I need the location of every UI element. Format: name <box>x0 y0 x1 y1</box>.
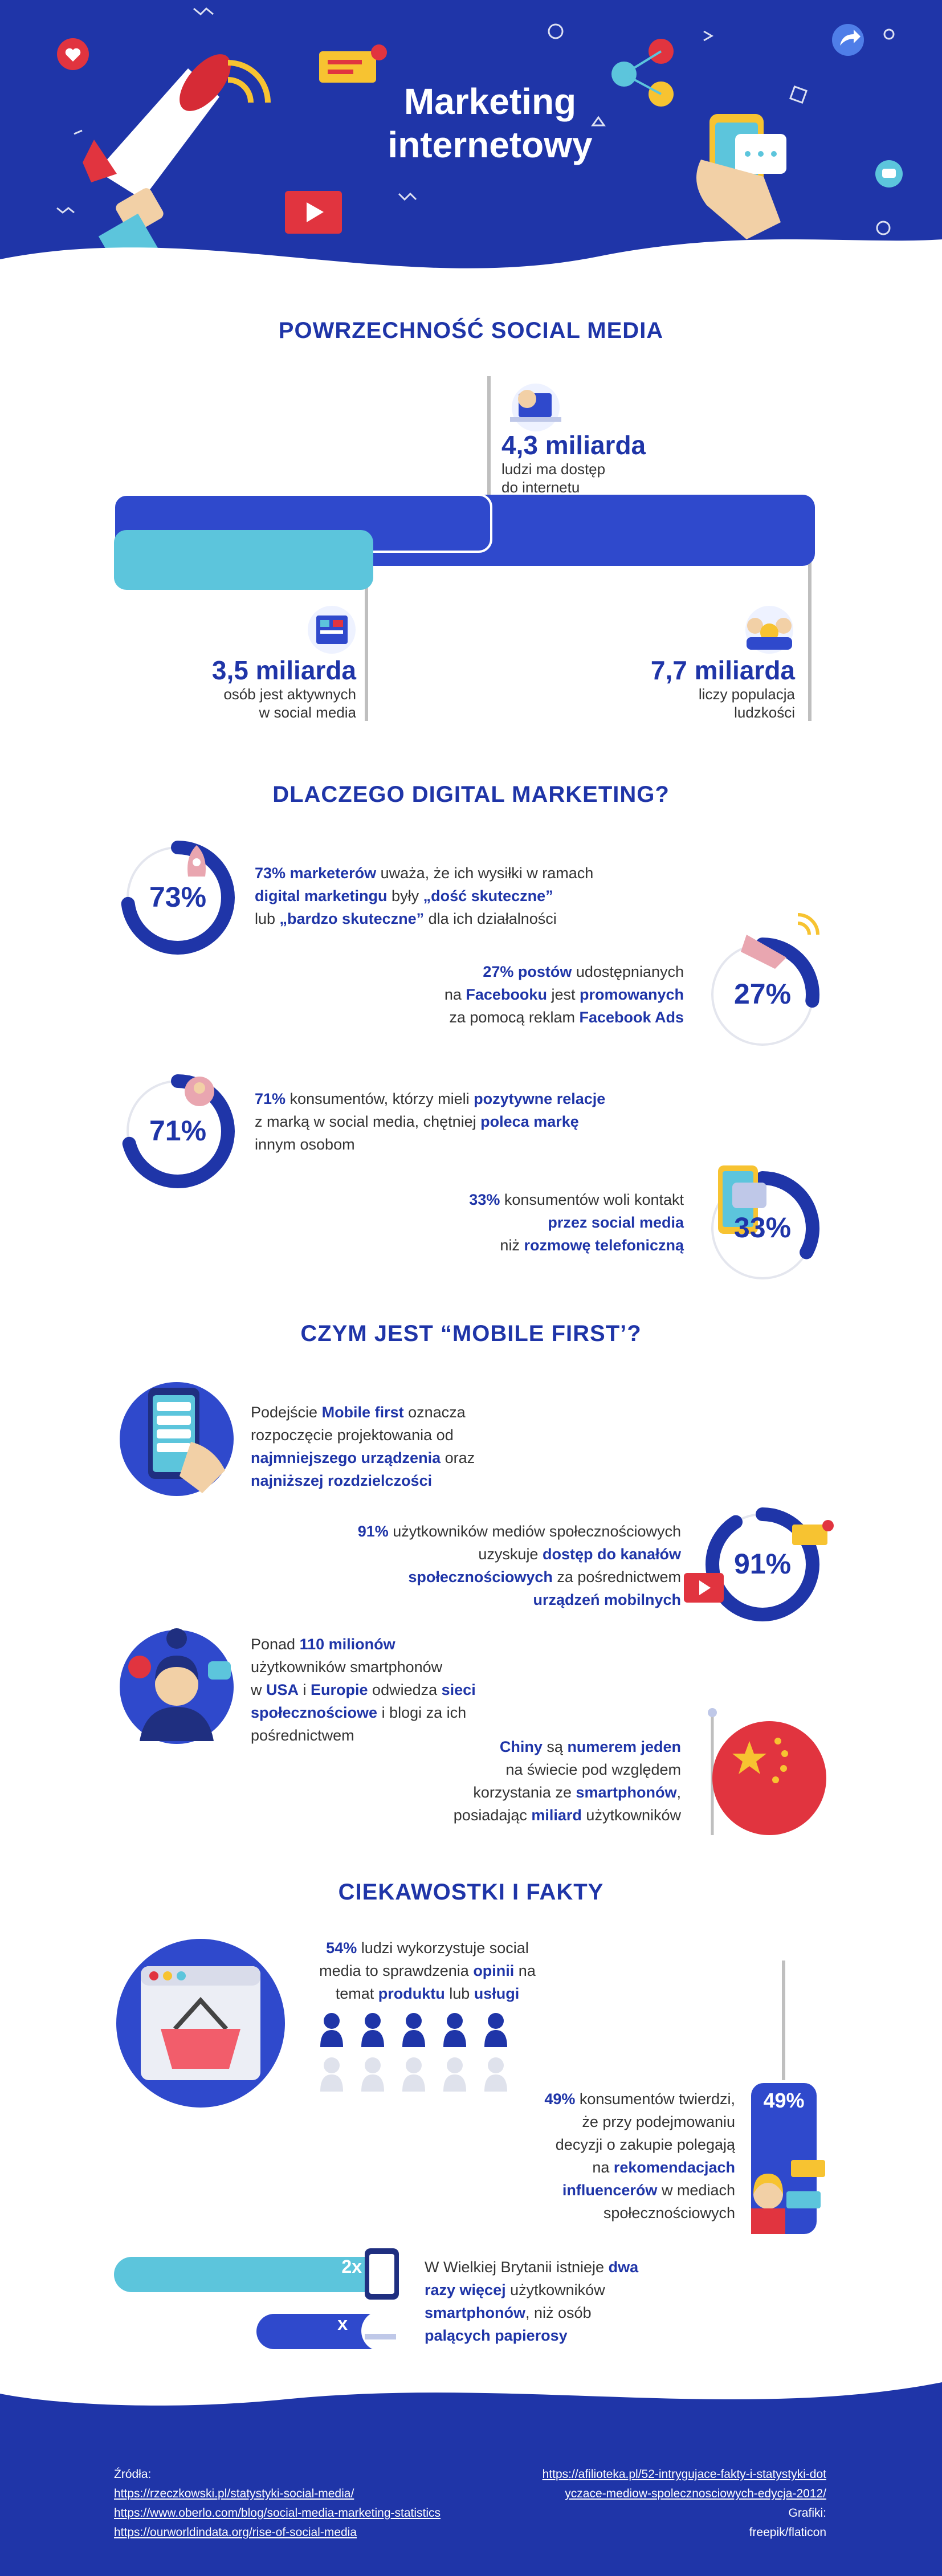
hl: Mobile first <box>321 1404 404 1421</box>
hl: smartphonów <box>576 1784 677 1801</box>
megaphone-small-icon <box>735 912 821 980</box>
source-link-1[interactable] <box>114 2484 513 2504</box>
title-line-2: internetowy <box>388 124 593 165</box>
hl: opinii <box>473 1962 515 1979</box>
txt: użytkowników smartphonów <box>251 1658 443 1676</box>
txt: uzyskuje <box>478 1546 543 1563</box>
footer-wave <box>0 2371 942 2428</box>
hl: 91% <box>357 1523 389 1540</box>
section-title-digital-marketing: DLACZEGO DIGITAL MARKETING? <box>272 782 670 807</box>
person-icon <box>443 2013 466 2047</box>
hl: razy więcej <box>425 2281 506 2298</box>
txt: na świecie pod względem <box>505 1761 681 1778</box>
link-text: https://rzeczkowski.pl/statystyki-social-media/ <box>114 2487 354 2500</box>
avatar-icon <box>182 1074 217 1108</box>
txt: oznacza <box>403 1404 466 1421</box>
txt: w <box>251 1681 266 1698</box>
txt: innym osobom <box>255 1136 355 1153</box>
share-icon <box>832 24 864 56</box>
hl: USA <box>266 1681 299 1698</box>
stat-population <box>570 655 795 722</box>
hl: najniższej rozdzielczości <box>251 1472 433 1489</box>
hl: palących papierosy <box>425 2327 568 2344</box>
hl: 33% <box>469 1191 500 1208</box>
hl: influencerów <box>562 2182 658 2199</box>
badge-49: 49% <box>763 2089 805 2112</box>
stat-social <box>114 655 356 722</box>
txt: media to sprawdzenia <box>319 1962 474 1979</box>
fact-73-text <box>255 862 654 930</box>
pct-33: 33% <box>733 1212 792 1244</box>
fact-71-text <box>255 1087 654 1156</box>
person-icon <box>361 2013 384 2047</box>
hl: usługi <box>474 1985 520 2002</box>
link-text: https://www.oberlo.com/blog/social-media-marketing-statistics <box>114 2506 441 2520</box>
page-title <box>342 80 638 166</box>
section-title-social-reach: POWRZECHNOŚĆ SOCIAL MEDIA <box>278 318 664 343</box>
hl: poleca markę <box>480 1113 579 1130</box>
person-icon <box>320 2013 343 2047</box>
stat-population-desc-2: ludzkości <box>734 704 795 721</box>
source-link-3[interactable] <box>114 2523 513 2542</box>
title-line-1: Marketing <box>403 81 577 122</box>
txt: użytkowników mediów społecznościowych <box>388 1523 681 1540</box>
hl: 73% marketerów <box>255 865 377 882</box>
txt: W Wielkiej Brytanii istnieje <box>425 2259 609 2276</box>
stat-internet-value: 4,3 miliarda <box>501 430 646 460</box>
stat-internet <box>501 430 729 496</box>
hl: 71% <box>255 1090 286 1107</box>
section-title-facts: CIEKAWOSTKI I FAKTY <box>338 1880 604 1905</box>
txt: konsumentów twierdzi, <box>575 2090 735 2108</box>
hl: „bardzo skuteczne” <box>279 910 425 927</box>
pct-27: 27% <box>733 978 792 1010</box>
hl: rozmowę telefoniczną <box>524 1237 684 1254</box>
txt: rozpoczęcie projektowania od <box>251 1426 454 1444</box>
uk-comparison-bars <box>114 2245 416 2359</box>
txt: lub <box>445 1985 474 2002</box>
hl: najmniejszego urządzenia <box>251 1449 441 1466</box>
person-icon <box>402 2013 425 2047</box>
txt: są <box>542 1738 568 1755</box>
stat-internet-desc-2: do internetu <box>501 479 580 496</box>
link-text: https://afilioteka.pl/52-intrygujace-fakty-i-statystyki-dot <box>542 2468 826 2481</box>
graphics-credit: freepik/flaticon <box>749 2526 826 2539</box>
hl: „dość skuteczne” <box>423 887 553 904</box>
txt: niż <box>500 1237 524 1254</box>
person-icon <box>484 2013 507 2047</box>
china-flag-icon <box>698 1707 829 1838</box>
hl: Europie <box>311 1681 368 1698</box>
bar-social <box>114 530 373 590</box>
txt: lub <box>255 910 280 927</box>
txt: ludzi wykorzystuje social <box>357 1939 529 1957</box>
sources-label: Źródła: <box>114 2468 152 2481</box>
laptop-user-icon <box>510 384 561 431</box>
txt: społecznościowych <box>603 2204 735 2222</box>
txt: udostępnianych <box>572 963 684 980</box>
person-icon <box>320 2057 343 2092</box>
footer <box>0 2371 942 2576</box>
sources-left <box>114 2465 513 2542</box>
chat-bubble-icon <box>875 160 903 188</box>
pct-91: 91% <box>733 1548 792 1580</box>
txt: z marką w social media, chętniej <box>255 1113 481 1130</box>
txt: odwiedza <box>368 1681 442 1698</box>
txt: , niż osób <box>525 2304 592 2321</box>
txt: na <box>514 1962 536 1979</box>
stat-internet-desc-1: ludzi ma dostęp <box>501 460 606 478</box>
mobile-110m-text <box>251 1633 593 1747</box>
hl: promowanych <box>579 986 684 1003</box>
fact-49-text <box>319 2088 735 2224</box>
source-link-4[interactable] <box>484 2465 826 2484</box>
hl: pozytywne relacje <box>474 1090 606 1107</box>
txt: były <box>387 887 423 904</box>
fact-27-text <box>285 960 684 1029</box>
hl: społecznościowe <box>251 1704 378 1721</box>
people-group-icon <box>745 606 793 654</box>
hl: 54% <box>326 1939 357 1957</box>
txt: pośrednictwem <box>251 1727 354 1744</box>
txt: Ponad <box>251 1636 300 1653</box>
graphics-label: Grafiki: <box>788 2506 826 2520</box>
hl: 110 milionów <box>299 1636 395 1653</box>
txt: że przy podejmowaniu <box>582 2113 735 2130</box>
hl: przez social media <box>548 1214 684 1231</box>
hl: miliard <box>531 1807 582 1824</box>
divider-line <box>782 1960 785 2080</box>
txt: na <box>592 2159 614 2176</box>
social-apps-icon <box>308 606 356 654</box>
bar-label-2x: 2x <box>341 2256 362 2277</box>
heart-icon <box>57 38 89 70</box>
txt: za pośrednictwem <box>552 1568 681 1585</box>
source-link-4-cont[interactable] <box>484 2484 826 2504</box>
txt: konsumentów woli kontakt <box>500 1191 684 1208</box>
stat-population-desc-1: liczy populacja <box>698 686 795 703</box>
txt: i <box>299 1681 311 1698</box>
txt: Podejście <box>251 1404 322 1421</box>
txt: w mediach <box>657 2182 735 2199</box>
txt: dla ich działalności <box>424 910 557 927</box>
pct-73: 73% <box>149 881 207 913</box>
hl: digital marketingu <box>255 887 388 904</box>
txt: użytkowników <box>505 2281 605 2298</box>
hl: numerem jeden <box>567 1738 681 1755</box>
txt: użytkowników <box>581 1807 681 1824</box>
person-icon <box>484 2057 507 2092</box>
section-title-mobile-first: CZYM JEST “MOBILE FIRST’? <box>300 1321 642 1346</box>
phone-hand-icon <box>117 1379 236 1499</box>
phone-in-hand-icon <box>696 114 786 239</box>
hl: społecznościowych <box>408 1568 553 1585</box>
user-social-icon <box>117 1627 236 1747</box>
hl: 27% postów <box>483 963 572 980</box>
message-notification-icon <box>319 44 387 83</box>
person-icon <box>361 2057 384 2092</box>
hl: smartphonów <box>425 2304 526 2321</box>
txt: na <box>444 986 466 1003</box>
people-ratio-graphic <box>308 2006 524 2097</box>
hl: rekomendacjach <box>613 2159 735 2176</box>
hl: 49% <box>544 2090 576 2108</box>
shopping-basket-icon <box>115 1938 286 2109</box>
link-text: https://ourworldindata.org/rise-of-social-media <box>114 2526 357 2539</box>
hl: urządzeń mobilnych <box>533 1591 681 1608</box>
txt: i blogi za ich <box>377 1704 467 1721</box>
megaphone-icon <box>83 46 268 271</box>
person-icon <box>402 2057 425 2092</box>
hero-header <box>0 0 942 296</box>
stat-population-value: 7,7 miliarda <box>650 655 795 685</box>
hl: dostęp do kanałów <box>542 1546 681 1563</box>
stat-social-desc-2: w social media <box>259 704 356 721</box>
fact-uk-text <box>425 2256 709 2347</box>
fact-54-text <box>296 1937 558 2005</box>
fact-33-text <box>285 1188 684 1257</box>
txt: uważa, że ich wysiłki w ramach <box>376 865 594 882</box>
sources-right <box>484 2465 826 2542</box>
hl: Facebooku <box>466 986 547 1003</box>
person-icon <box>443 2057 466 2092</box>
txt: jest <box>547 986 580 1003</box>
txt: posiadając <box>453 1807 532 1824</box>
video-play-icon <box>285 191 342 234</box>
txt: za pomocą reklam <box>449 1009 580 1026</box>
link-text: yczace-mediow-spolecznosciowych-edycja-2012/ <box>565 2487 826 2500</box>
bar-label-x: x <box>337 2313 348 2334</box>
mobile-91-text <box>282 1520 681 1611</box>
hl: Facebook Ads <box>579 1009 684 1026</box>
hl: dwa <box>608 2259 639 2276</box>
txt: decyzji o zakupie polegają <box>555 2136 735 2153</box>
stat-social-desc-1: osób jest aktywnych <box>223 686 356 703</box>
txt: konsumentów, którzy mieli <box>286 1090 474 1107</box>
hl: produktu <box>378 1985 445 2002</box>
txt: , <box>676 1784 681 1801</box>
hl: Chiny <box>499 1738 543 1755</box>
hl: sieci <box>441 1681 476 1698</box>
source-link-2[interactable] <box>114 2504 513 2523</box>
txt: oraz <box>441 1449 475 1466</box>
txt: korzystania ze <box>473 1784 576 1801</box>
mobile-first-text <box>251 1401 593 1492</box>
stat-social-value: 3,5 miliarda <box>211 655 356 685</box>
pct-71: 71% <box>149 1115 207 1147</box>
china-text <box>282 1735 681 1827</box>
txt: temat <box>335 1985 378 2002</box>
